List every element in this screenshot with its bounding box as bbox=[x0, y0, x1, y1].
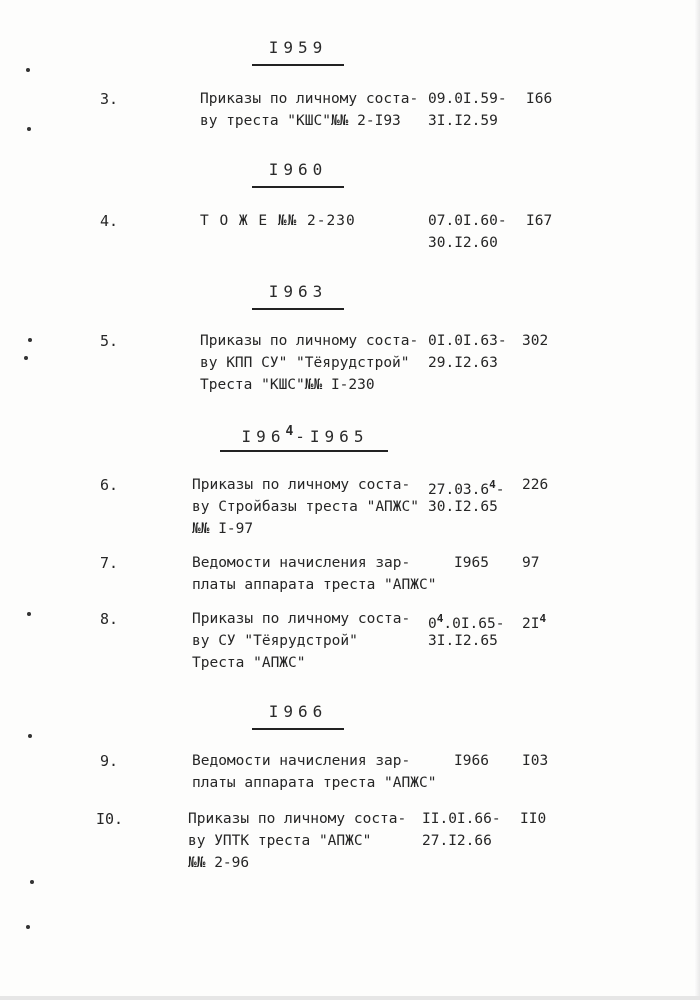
entry-date-range: 3I.I2.59 bbox=[428, 113, 498, 129]
year-heading-part: I96 bbox=[241, 427, 286, 446]
year-heading-1959: I959 bbox=[268, 38, 328, 57]
entry-date-range: 0I.0I.63- bbox=[428, 333, 507, 349]
entry-number: 9. bbox=[100, 752, 119, 770]
entry-description-line: ву СУ "Тёярудстрой" bbox=[192, 633, 358, 649]
entry-date-range: 30.I2.65 bbox=[428, 499, 498, 515]
entry-sheet-count: I66 bbox=[526, 91, 553, 107]
entry-description-line: Ведомости начисления зар- bbox=[192, 753, 411, 769]
entry-description-line: №№ I-97 bbox=[192, 521, 254, 537]
year-heading-1964-1965 bbox=[220, 424, 390, 446]
entry-number: 5. bbox=[100, 332, 119, 350]
entry-sheet-count: I03 bbox=[522, 753, 549, 769]
year-heading-part: -I965 bbox=[295, 427, 369, 446]
entry-sheet-count: II0 bbox=[520, 811, 547, 827]
year-heading-1963: I963 bbox=[268, 282, 328, 301]
entry-date-range: 27.I2.66 bbox=[422, 833, 492, 849]
entry-date-range: I966 bbox=[454, 753, 489, 769]
entry-date-range: 07.0I.60- bbox=[428, 213, 507, 229]
date-part: - bbox=[495, 482, 505, 498]
date-superscript: 4 bbox=[489, 478, 496, 491]
entry-description-line: Приказы по личному соста- bbox=[188, 811, 407, 827]
entry-description-line: Приказы по личному соста- bbox=[200, 333, 419, 349]
entry-date-range: 30.I2.60 bbox=[428, 235, 498, 251]
entry-sheet-count: 302 bbox=[522, 333, 549, 349]
year-underline bbox=[252, 308, 344, 310]
entry-number: I0. bbox=[96, 810, 124, 828]
entry-sheet-count bbox=[522, 608, 546, 635]
binding-hole-mark bbox=[27, 612, 31, 616]
entry-description-line: №№ 2-96 bbox=[188, 855, 250, 871]
binding-hole-mark bbox=[26, 68, 30, 72]
binding-hole-mark bbox=[26, 925, 30, 929]
entry-date-range: 29.I2.63 bbox=[428, 355, 498, 371]
binding-hole-mark bbox=[24, 356, 28, 360]
date-part: 27.03.6 bbox=[428, 482, 490, 498]
entry-number: 6. bbox=[100, 476, 119, 494]
entry-description-line: ву Стройбазы треста "АПЖС" bbox=[192, 499, 419, 515]
page-edge-shadow bbox=[694, 0, 700, 1000]
entry-date-range: 3I.I2.65 bbox=[428, 633, 498, 649]
binding-hole-mark bbox=[28, 734, 32, 738]
date-part: 0 bbox=[428, 616, 437, 632]
count-superscript: 4 bbox=[539, 612, 547, 625]
entry-sheet-count: I67 bbox=[526, 213, 553, 229]
entry-number: 4. bbox=[100, 212, 119, 230]
binding-hole-mark bbox=[27, 127, 31, 131]
entry-date-range: I965 bbox=[454, 555, 489, 571]
count-part: 2I bbox=[522, 616, 540, 632]
entry-sheet-count: 226 bbox=[522, 477, 549, 493]
year-heading-superscript: 4 bbox=[285, 424, 296, 439]
entry-sheet-count: 97 bbox=[522, 555, 540, 571]
entry-description-line: Треста "АПЖС" bbox=[192, 655, 306, 671]
entry-description-line: Треста "КШС"№№ I-230 bbox=[200, 377, 375, 393]
year-underline bbox=[252, 186, 344, 188]
year-heading-1966: I966 bbox=[268, 702, 328, 721]
binding-hole-mark bbox=[28, 338, 32, 342]
date-superscript: 4 bbox=[436, 612, 444, 625]
year-underline bbox=[220, 450, 388, 452]
entry-description-line: Приказы по личному соста- bbox=[192, 611, 411, 627]
entry-description-line: Приказы по личному соста- bbox=[200, 91, 419, 107]
binding-hole-mark bbox=[30, 880, 34, 884]
year-heading-1960: I960 bbox=[268, 160, 328, 179]
entry-description-line: Ведомости начисления зар- bbox=[192, 555, 411, 571]
year-underline bbox=[252, 64, 344, 66]
date-part: .0I.65- bbox=[443, 616, 505, 632]
entry-description-line: ву КПП СУ" "Тёярудстрой" bbox=[200, 355, 410, 371]
entry-description-line: платы аппарата треста "АПЖС" bbox=[192, 577, 437, 593]
page-bottom-edge bbox=[0, 996, 700, 1000]
year-underline bbox=[252, 728, 344, 730]
entry-date-range: 09.0I.59- bbox=[428, 91, 507, 107]
entry-description-line: ву треста "КШС"№№ 2-I93 bbox=[200, 113, 401, 129]
entry-number: 3. bbox=[100, 90, 119, 108]
entry-description-line: Т О Ж Е №№ 2-230 bbox=[200, 213, 356, 229]
entry-number: 7. bbox=[100, 554, 119, 572]
entry-date-range: II.0I.66- bbox=[422, 811, 501, 827]
entry-number: 8. bbox=[100, 610, 119, 628]
entry-description-line: Приказы по личному соста- bbox=[192, 477, 411, 493]
entry-description-line: ву УПТК треста "АПЖС" bbox=[188, 833, 372, 849]
entry-description-line: платы аппарата треста "АПЖС" bbox=[192, 775, 437, 791]
